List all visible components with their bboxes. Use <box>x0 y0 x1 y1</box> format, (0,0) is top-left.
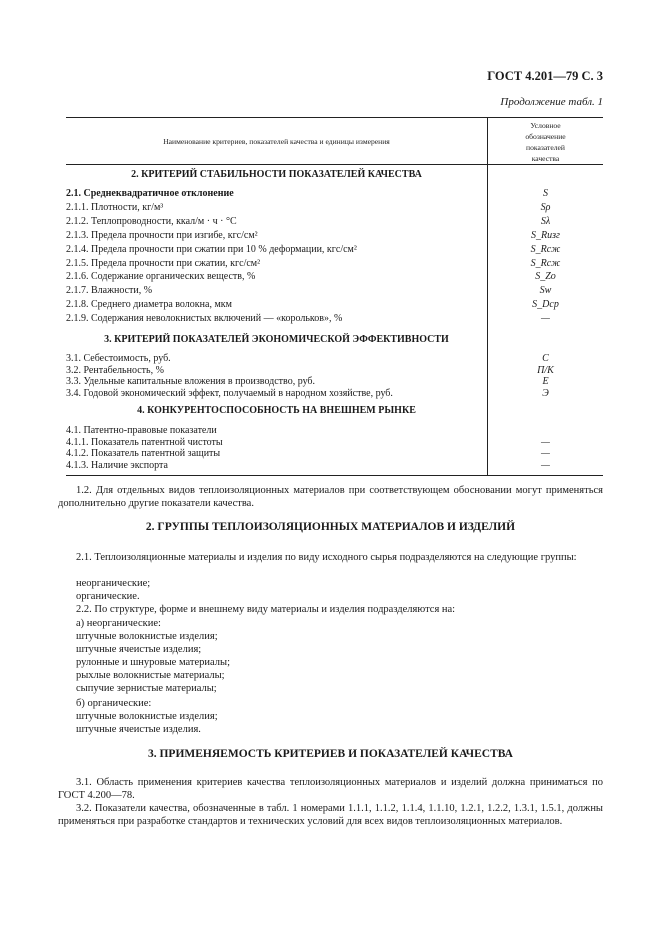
table-row <box>66 284 603 297</box>
table-row-symbol: Sw <box>539 285 552 297</box>
list-item: штучные ячеистые изделия; <box>76 644 202 655</box>
table-row-label: 2.1. Среднеквадратичное отклонение <box>66 188 234 199</box>
table-continuation-label: Продолжение табл. 1 <box>500 96 603 108</box>
table-row-label: 3.2. Рентабельность, % <box>66 364 164 376</box>
list-label: б) органические: <box>76 698 152 709</box>
table-section-title: 2. КРИТЕРИЙ СТАБИЛЬНОСТИ ПОКАЗАТЕЛЕЙ КАЧЕСТВА <box>131 169 422 180</box>
paragraph-3-1: 3.1. Область применения критериев качества теплоизоляционных материалов и изделий должна приниматься по ГОСТ 4.200—78. <box>58 777 603 801</box>
page-header-title: ГОСТ 4.201—79 С. 3 <box>487 69 603 83</box>
paragraph-2-1: 2.1. Теплоизоляционные материалы и изделия по виду исходного сырья подразделяются на следующие группы: <box>76 552 577 563</box>
list-item: неорганические; <box>76 578 151 589</box>
table-row <box>66 187 603 200</box>
table-row-symbol: П/К <box>537 364 554 376</box>
table-row <box>66 201 603 214</box>
table-row-label: 2.1.6. Содержание органических веществ, % <box>66 271 256 283</box>
table-row-label: 4.1. Патентно-правовые показатели <box>66 425 217 436</box>
table-row <box>66 459 603 472</box>
table-row <box>66 270 603 283</box>
paragraph-1-2: 1.2. Для отдельных видов теплоизоляционных материалов при соответствующем обосновании могут применяться дополнительно другие показатели качества. <box>58 485 603 509</box>
table-header-rule <box>66 164 603 165</box>
table-row <box>66 298 603 311</box>
table-row-symbol: Э <box>542 388 549 400</box>
list-item: рыхлые волокнистые материалы; <box>76 670 225 681</box>
table-row <box>66 257 603 270</box>
table-row-label: 2.1.1. Плотности, кг/м³ <box>66 201 164 213</box>
table-row <box>66 215 603 228</box>
list-label: а) неорганические: <box>76 618 161 629</box>
table-bottom-rule <box>66 475 603 476</box>
table-row-symbol: S <box>543 188 548 199</box>
table-column-header-name: Наименование критериев, показателей качества и единицы измерения <box>163 137 390 146</box>
table-row-symbol: — <box>541 436 550 448</box>
list-item: штучные волокнистые изделия; <box>76 631 218 642</box>
list-item: органические. <box>76 591 140 602</box>
section-heading: 2. ГРУППЫ ТЕПЛОИЗОЛЯЦИОННЫХ МАТЕРИАЛОВ И ИЗДЕЛИЙ <box>145 521 516 533</box>
table-row <box>66 387 603 400</box>
table-row <box>66 229 603 242</box>
table-row-label: 2.1.3. Предела прочности при изгибе, кгс/см² <box>66 229 258 241</box>
table-row-symbol: S_Rсж <box>530 243 561 255</box>
list-item: штучные ячеистые изделия. <box>76 724 201 735</box>
table-top-rule <box>66 117 603 118</box>
table-row-label: 2.1.2. Теплопроводности, ккал/м · ч · °С <box>66 215 237 227</box>
table-row-label: 2.1.5. Предела прочности при сжатии, кгс/см² <box>66 257 261 269</box>
table-row-label: 4.1.1. Показатель патентной чистоты <box>66 436 223 448</box>
table-row <box>66 243 603 256</box>
list-item: рулонные и шнуровые материалы; <box>76 657 231 668</box>
list-item: штучные волокнистые изделия; <box>76 711 218 722</box>
table-row-symbol: S_Zо <box>535 271 556 283</box>
table-row-label: 2.1.8. Среднего диаметра волокна, мкм <box>66 299 232 311</box>
table-row-symbol: Е <box>542 376 549 388</box>
table-row-label: 3.4. Годовой экономический эффект, получаемый в народном хозяйстве, руб. <box>66 388 393 400</box>
list-item: сыпучие зернистые материалы; <box>76 683 217 694</box>
table-row-label: 3.1. Себестоимость, руб. <box>66 353 171 364</box>
table-row-label: 2.1.4. Предела прочности при сжатии при 10 % деформации, кгс/см² <box>66 243 357 255</box>
table-row-symbol: — <box>541 448 550 460</box>
paragraph-3-2: 3.2. Показатели качества, обозначенные в табл. 1 номерами 1.1.1, 1.1.2, 1.1.4, 1.1.10, 1.2.1, 1.2.2, 1.3.1, 1.5.1, должны применяться при разработке стандартов и технических условий для всех видов теплоизоляционных материалов. <box>58 803 603 827</box>
table-row <box>66 312 603 325</box>
section-heading: 3. ПРИМЕНЯЕМОСТЬ КРИТЕРИЕВ И ПОКАЗАТЕЛЕЙ КАЧЕСТВА <box>147 748 513 760</box>
table-row-label: 2.1.7. Влажности, % <box>66 285 153 297</box>
table-row-label: 2.1.9. Содержания неволокнистых включений — «корольков», % <box>66 313 343 325</box>
table-column-header-symbol: Условное обозначение показателей качества <box>525 121 566 163</box>
table-section-title: 4. КОНКУРЕНТОСПОСОБНОСТЬ НА ВНЕШНЕМ РЫНКЕ <box>137 405 416 416</box>
table-row-symbol: S_Rсж <box>530 257 561 269</box>
paragraph-2-2: 2.2. По структуре, форме и внешнему виду материалы и изделия подразделяются на: <box>76 604 456 615</box>
table-row-label: 3.3. Удельные капитальные вложения в производство, руб. <box>66 376 316 388</box>
table-row-symbol: Sλ <box>540 215 551 227</box>
table-row-symbol: — <box>541 459 550 471</box>
table-row-label: 4.1.3. Наличие экспорта <box>66 459 168 471</box>
table-row-symbol: S_Rизг <box>531 229 560 241</box>
table-row-symbol: — <box>541 313 550 325</box>
table-row-label: 4.1.2. Показатель патентной защиты <box>66 448 221 460</box>
table-section-title: 3. КРИТЕРИЙ ПОКАЗАТЕЛЕЙ ЭКОНОМИЧЕСКОЙ ЭФФЕКТИВНОСТИ <box>104 334 449 345</box>
table-row-symbol: S_Dср <box>532 299 559 311</box>
table-row-symbol: Sρ <box>540 201 551 213</box>
table-row-symbol: С <box>542 353 549 364</box>
